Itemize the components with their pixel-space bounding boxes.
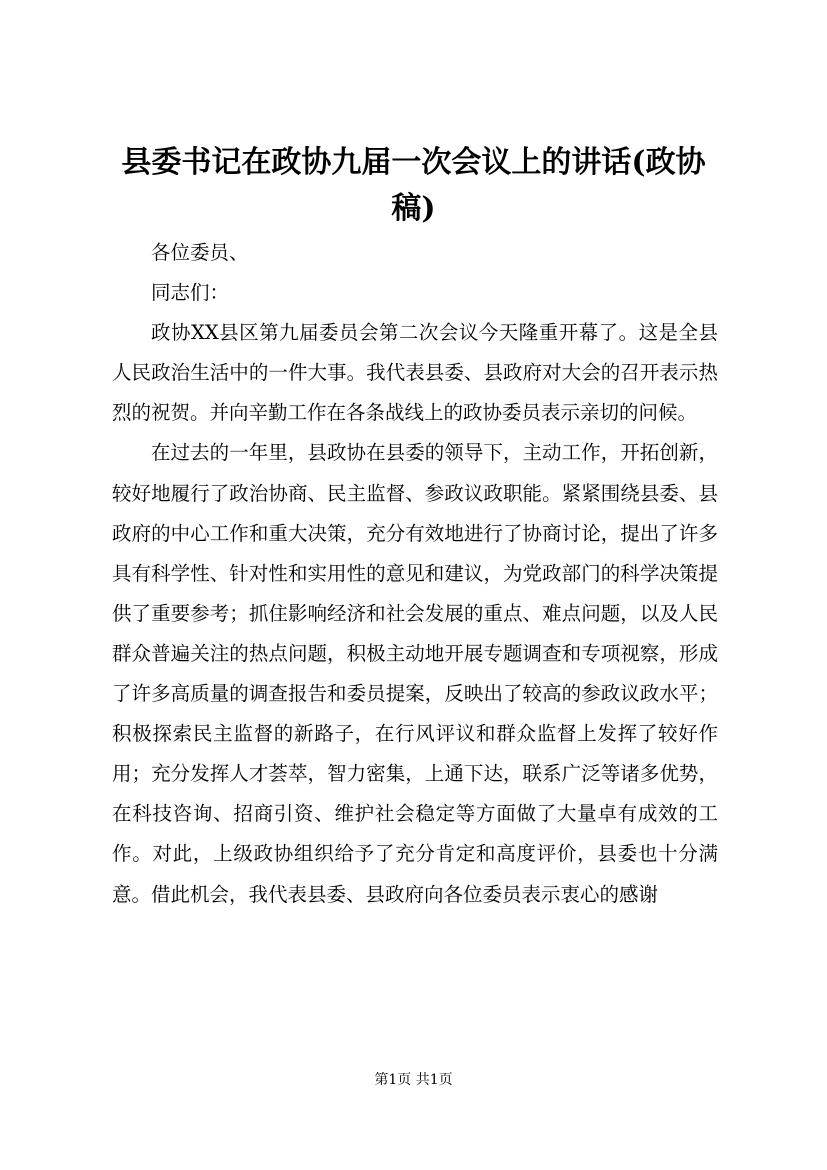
document-title: 县委书记在政协九届一次会议上的讲话(政协稿) — [121, 145, 706, 226]
page-number-footer: 第1页 共1页 — [374, 1072, 453, 1088]
paragraph-opening: 政协XX县区第九届委员会第二次会议今天隆重开幕了。这是全县人民政治生活中的一件大事。我代表县委、县政府对大会的召开表示热烈的祝贺。并向辛勤工作在各条战线上的政协委员表示亲切的问候。 — [112, 321, 718, 425]
salutation-committee-members: 各位委员、 — [151, 241, 249, 264]
document-body — [112, 233, 718, 915]
paragraph-review: 在过去的一年里，县政协在县委的领导下，主动工作，开拓创新，较好地履行了政治协商、民主监督、参政议政职能。紧紧围绕县委、县政府的中心工作和重大决策，充分有效地进行了协商讨论，提出了许多具有科学性、针对性和实用性的意见和建议，为党政部门的科学决策提供了重要参考；抓住影响经济和社会发展的重点、难点问题，以及人民群众普遍关注的热点问题，积极主动地开展专题调查和专项视察，形成了许多高质量的调查报告和委员提案，反映出了较高的参政议政水平；积极探索民主监督的新路子，在行风评议和群众监督上发挥了较好作用；充分发挥人才荟萃，智力密集，上通下达，联系广泛等诸多优势，在科技咨询、招商引资、维护社会稳定等方面做了大量卓有成效的工作。对此，上级政协组织给予了充分肯定和高度评价，县委也十分满意。借此机会，我代表县委、县政府向各位委员表示衷心的感谢 — [112, 441, 718, 906]
salutation-comrades: 同志们： — [151, 281, 230, 305]
